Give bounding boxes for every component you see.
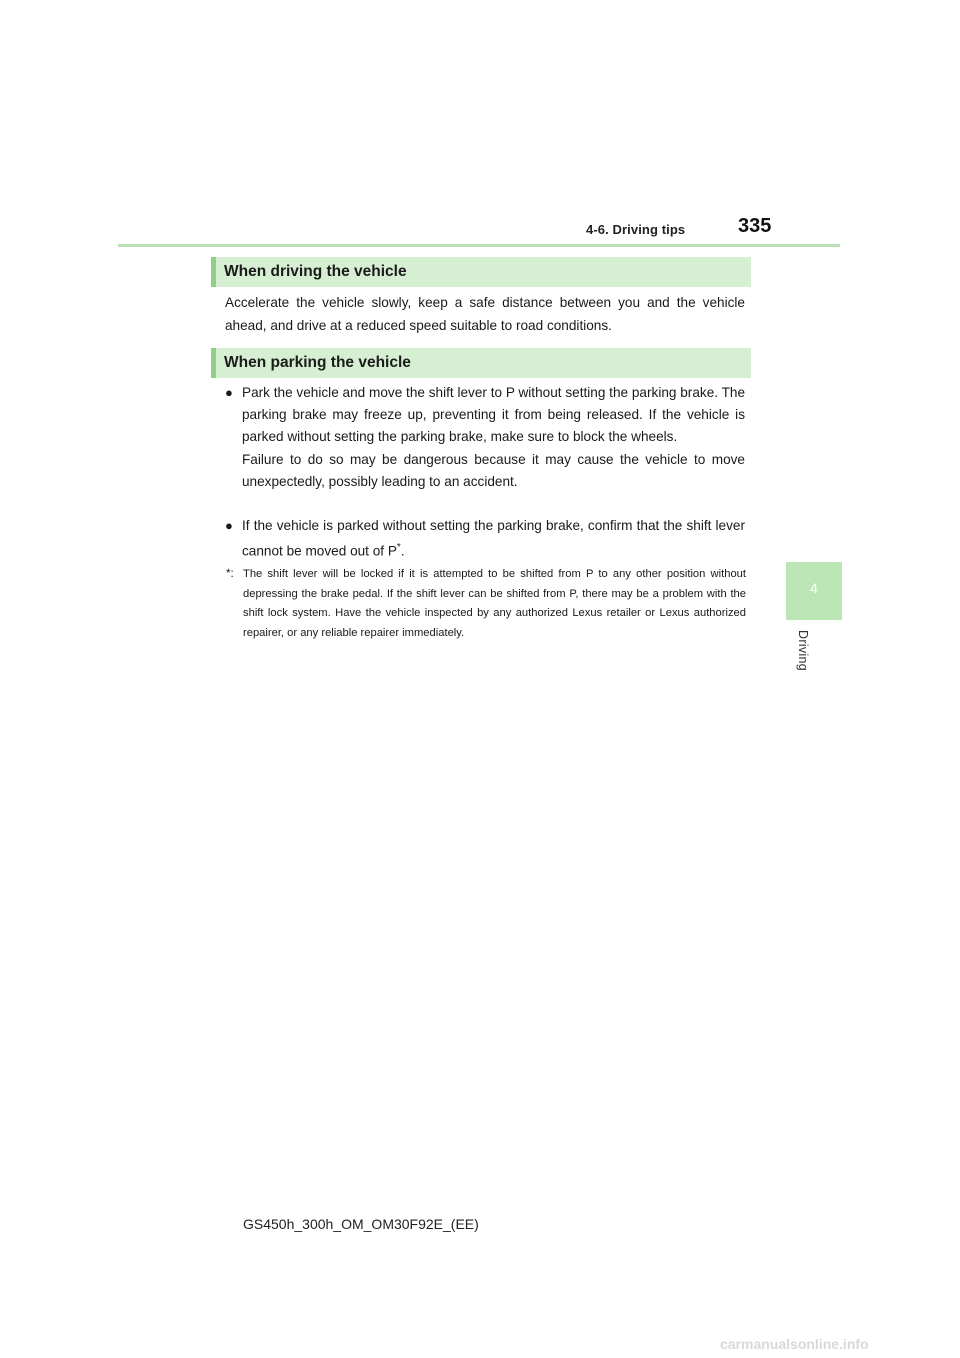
page-number: 335	[738, 215, 772, 237]
header-divider	[118, 244, 840, 247]
chapter-label: Driving	[796, 630, 810, 671]
bullet-icon: ●	[225, 385, 233, 400]
bullet-text: Failure to do so may be dangerous because it may cause the vehicle to move unexpectedly, possibly leading to an accident.	[242, 451, 745, 489]
bullet-icon: ●	[225, 518, 233, 533]
watermark: carmanualsonline.info	[720, 1336, 869, 1352]
heading-accent	[211, 257, 216, 287]
footnote	[226, 565, 746, 643]
section-title: 4-6. Driving tips	[586, 222, 686, 237]
heading-when-parking	[211, 348, 751, 378]
list-item	[225, 515, 745, 563]
heading-text: When parking the vehicle	[224, 354, 411, 371]
chapter-number: 4	[810, 580, 818, 596]
heading-accent	[211, 348, 216, 378]
driving-paragraph: Accelerate the vehicle slowly, keep a safe distance between you and the vehicle ahead, and drive at a reduced speed suitable to road conditions.	[225, 295, 745, 333]
footnote-mark: *:	[226, 568, 234, 580]
heading-when-driving	[211, 257, 751, 287]
chapter-tab	[786, 562, 842, 620]
bullet-text: Park the vehicle and move the shift lever to P without setting the parking brake. The parking brake may freeze up, preventing it from being released. If the vehicle is parked without setting the parking brake, make sure to block the wheels.	[242, 385, 745, 445]
footnote-text: The shift lever will be locked if it is attempted to be shifted from P to any other position without depressing the brake pedal. If the shift lever can be shifted from P, there may be a problem with the shift lock system. Have the vehicle inspected by any authorized Lexus retailer or Lexus authorized repairer, or any reliable repairer immediately.	[243, 568, 746, 639]
bullet-suffix: .	[400, 543, 405, 559]
asterisk-icon: *	[396, 542, 401, 554]
bullet-text: If the vehicle is parked without setting the parking brake, confirm that the shift lever cannot be moved out of P	[242, 518, 745, 559]
list-item	[225, 382, 745, 493]
document-code: GS450h_300h_OM_OM30F92E_(EE)	[243, 1216, 479, 1232]
heading-text: When driving the vehicle	[224, 263, 407, 280]
